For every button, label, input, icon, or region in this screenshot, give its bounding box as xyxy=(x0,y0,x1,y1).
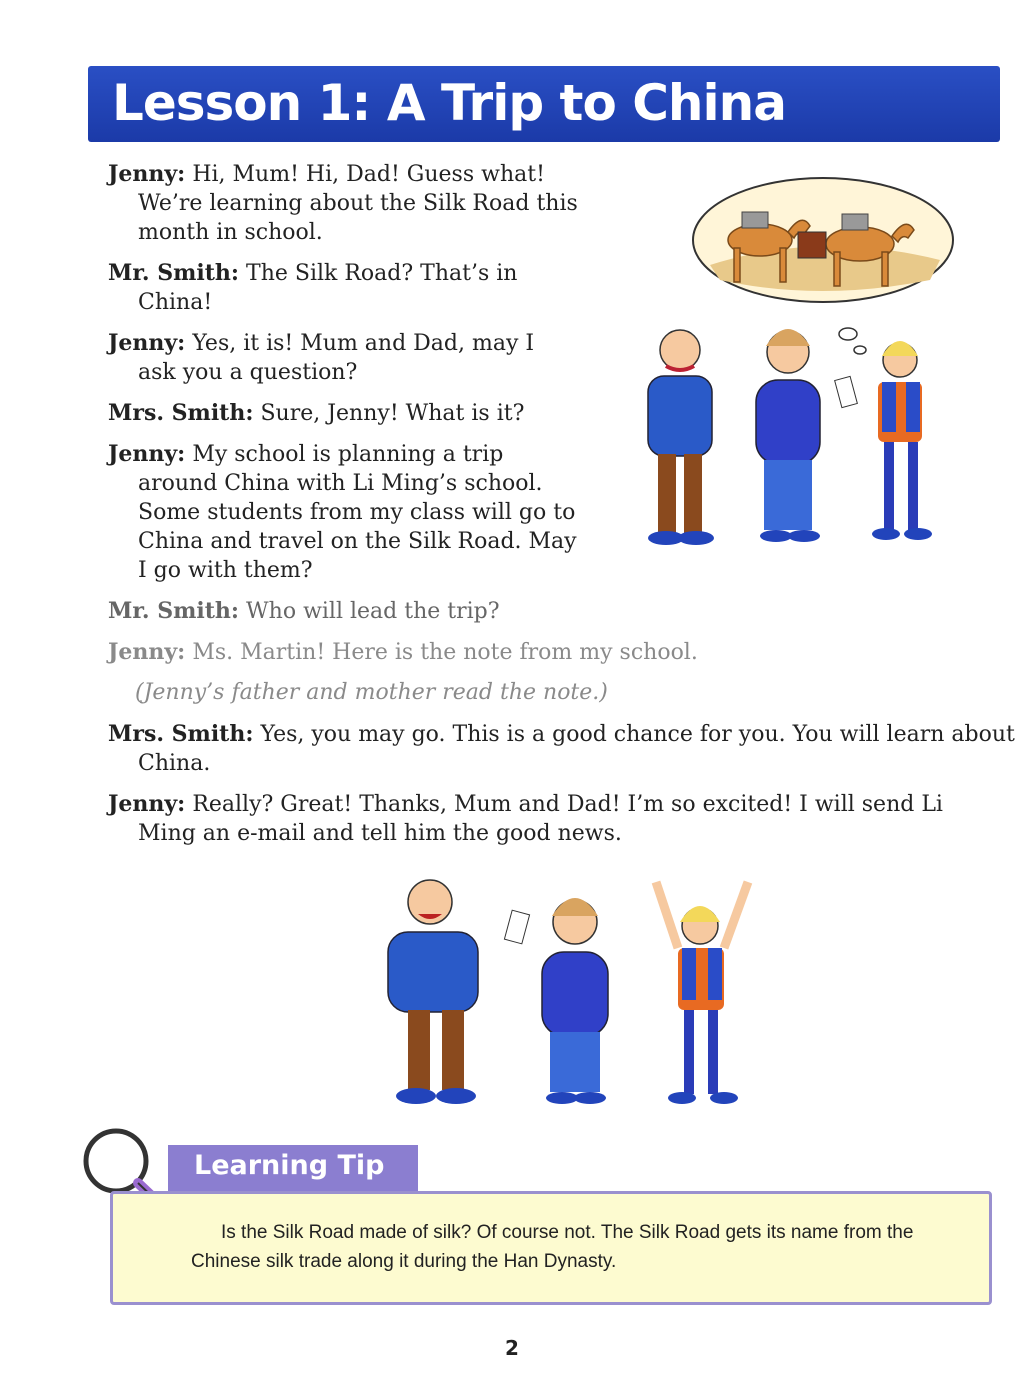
lesson-title: Lesson 1: A Trip to China xyxy=(112,74,786,132)
dialogue-text: The Silk Road? That’s in China! xyxy=(138,261,518,315)
dialogue-text: Ms. Martin! Here is the note from my school. xyxy=(192,640,698,665)
dialogue-line-9 xyxy=(108,790,998,848)
speaker-name: Jenny: xyxy=(108,639,186,665)
dialogue-line-3 xyxy=(108,329,578,387)
dialogue-text: Sure, Jenny! What is it? xyxy=(260,401,525,426)
dialogue-text: Hi, Mum! Hi, Dad! Guess what! We’re learning about the Silk Road this month in school. xyxy=(138,162,578,245)
family-thinking-illustration xyxy=(630,170,990,570)
mother-figure xyxy=(756,329,820,542)
speaker-name: Jenny: xyxy=(108,441,186,467)
page-number: 2 xyxy=(505,1336,519,1360)
learning-tip-label: Learning Tip xyxy=(194,1150,385,1181)
mother-figure xyxy=(542,898,608,1104)
speaker-name: Jenny: xyxy=(108,330,186,356)
speaker-name: Jenny: xyxy=(108,161,186,187)
dialogue-line-7 xyxy=(108,638,938,667)
dialogue-text: Yes, you may go. This is a good chance for you. You will learn about China. xyxy=(138,722,1015,776)
dialogue-line-2 xyxy=(108,259,578,317)
family-celebrating-illustration xyxy=(360,862,780,1127)
speaker-name: Jenny: xyxy=(108,791,186,817)
dialogue-text: Who will lead the trip? xyxy=(246,599,500,624)
dialogue-text: My school is planning a trip around China with Li Ming’s school. Some students from my class will go to China and travel on the Silk Road. May I go with them? xyxy=(138,442,577,583)
dialogue-line-4 xyxy=(108,399,578,428)
lesson-title-bar xyxy=(88,66,1000,142)
speaker-name: Mr. Smith: xyxy=(108,598,240,624)
speaker-name: Mrs. Smith: xyxy=(108,721,254,747)
learning-tip-text: Is the Silk Road made of silk? Of course not. The Silk Road gets its name from the Chinese silk trade along it during the Han Dynasty. xyxy=(191,1222,914,1272)
dialogue-line-8 xyxy=(108,720,1024,778)
stage-direction: (Jenny’s father and mother read the note.) xyxy=(135,680,608,705)
learning-tip-box xyxy=(110,1191,992,1305)
dialogue-text: Really? Great! Thanks, Mum and Dad! I’m so excited! I will send Li Ming an e-mail and tell him the good news. xyxy=(138,792,943,846)
learning-tip-tab xyxy=(168,1145,418,1191)
speaker-name: Mr. Smith: xyxy=(108,260,240,286)
thought-bubble-camels xyxy=(693,178,953,354)
dialogue-line-6 xyxy=(108,597,938,626)
father-figure xyxy=(388,880,530,1104)
dialogue-text: Yes, it is! Mum and Dad, may I ask you a question? xyxy=(138,331,535,385)
jenny-figure xyxy=(835,341,932,540)
jenny-figure xyxy=(656,882,748,1104)
dialogue-line-1 xyxy=(108,160,578,247)
father-figure xyxy=(648,330,714,545)
speaker-name: Mrs. Smith: xyxy=(108,400,254,426)
dialogue-line-5 xyxy=(108,440,578,585)
